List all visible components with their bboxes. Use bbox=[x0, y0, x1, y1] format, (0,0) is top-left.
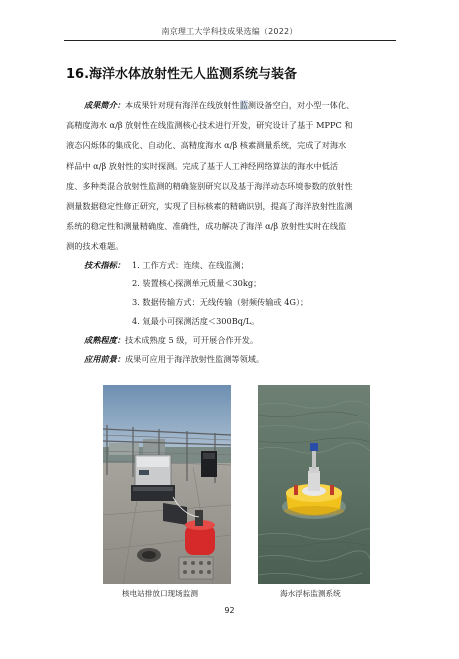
tech-specs-label bbox=[84, 259, 125, 271]
intro-line: 样品中 α/β 放射性的实时探测。完成了基于人工神经网络算法的海水中低活 bbox=[66, 160, 339, 171]
intro-text-1b: 测设备空白，对小型一体化、 bbox=[247, 100, 355, 110]
photo-seawater-buoy bbox=[258, 385, 370, 584]
running-header: 南京理工大学科技成果选编（2022） bbox=[161, 27, 298, 36]
photo-nuclear-plant-outlet bbox=[103, 385, 231, 584]
tech-item: 1. 工作方式：连续、在线监测； bbox=[132, 260, 249, 270]
right-figure-caption: 海水浮标监测系统 bbox=[280, 589, 341, 598]
tech-item: 2. 装置核心探测单元质量＜30kg； bbox=[132, 278, 262, 288]
maturity-label: 成熟程度： bbox=[84, 335, 125, 345]
maturity-row bbox=[84, 334, 258, 346]
intro-line: 测量数据稳定性修正研究，实现了目标核素的精确识别，提高了海洋放射性监测 bbox=[66, 201, 353, 212]
intro-line: 测的技术难题。 bbox=[66, 241, 124, 252]
maturity-text: 技术成熟度 5 级，可开展合作开发。 bbox=[124, 335, 259, 345]
left-figure-caption: 核电站排放口现场监测 bbox=[122, 589, 198, 598]
highlighted-char: 监 bbox=[239, 100, 248, 110]
prospect-label: 应用前景： bbox=[84, 354, 125, 364]
prospect-text: 成果可应用于海洋放射性监测等领域。 bbox=[124, 354, 265, 364]
intro-line: 度、多种类混合放射性监测的精确鉴别研究以及基于海洋动态环境参数的放射性 bbox=[66, 180, 353, 191]
tech-item: 4. 氚最小可探测活度＜300Bq/L。 bbox=[132, 316, 260, 326]
intro-line: 系统的稳定性和测量精确度、准确性，成功解决了海洋 α/β 放射性实时在线监 bbox=[66, 221, 347, 232]
intro-line: 液态闪烁体的集成化、自动化、高精度海水 α/β 核素测量系统，完成了对海水 bbox=[66, 140, 347, 151]
header-rule bbox=[64, 40, 396, 41]
section-title: 16.海洋水体放射性无人监测系统与装备 bbox=[66, 67, 298, 82]
tech-label: 技术指标： bbox=[84, 260, 125, 270]
tech-item: 3. 数据传输方式：无线传输（射频传输或 4G）； bbox=[132, 297, 309, 307]
intro-text-1a: 本成果针对现有海洋在线放射性 bbox=[124, 100, 240, 110]
intro-paragraph bbox=[66, 95, 397, 257]
intro-label: 成果简介： bbox=[84, 100, 125, 110]
intro-first-line bbox=[66, 95, 397, 115]
prospect-row bbox=[84, 353, 264, 365]
intro-line: 高精度海水 α/β 放射性在线监测核心技术进行开发，研究设计了基于 MPPC 和 bbox=[66, 120, 353, 131]
page-number: 92 bbox=[224, 606, 235, 615]
